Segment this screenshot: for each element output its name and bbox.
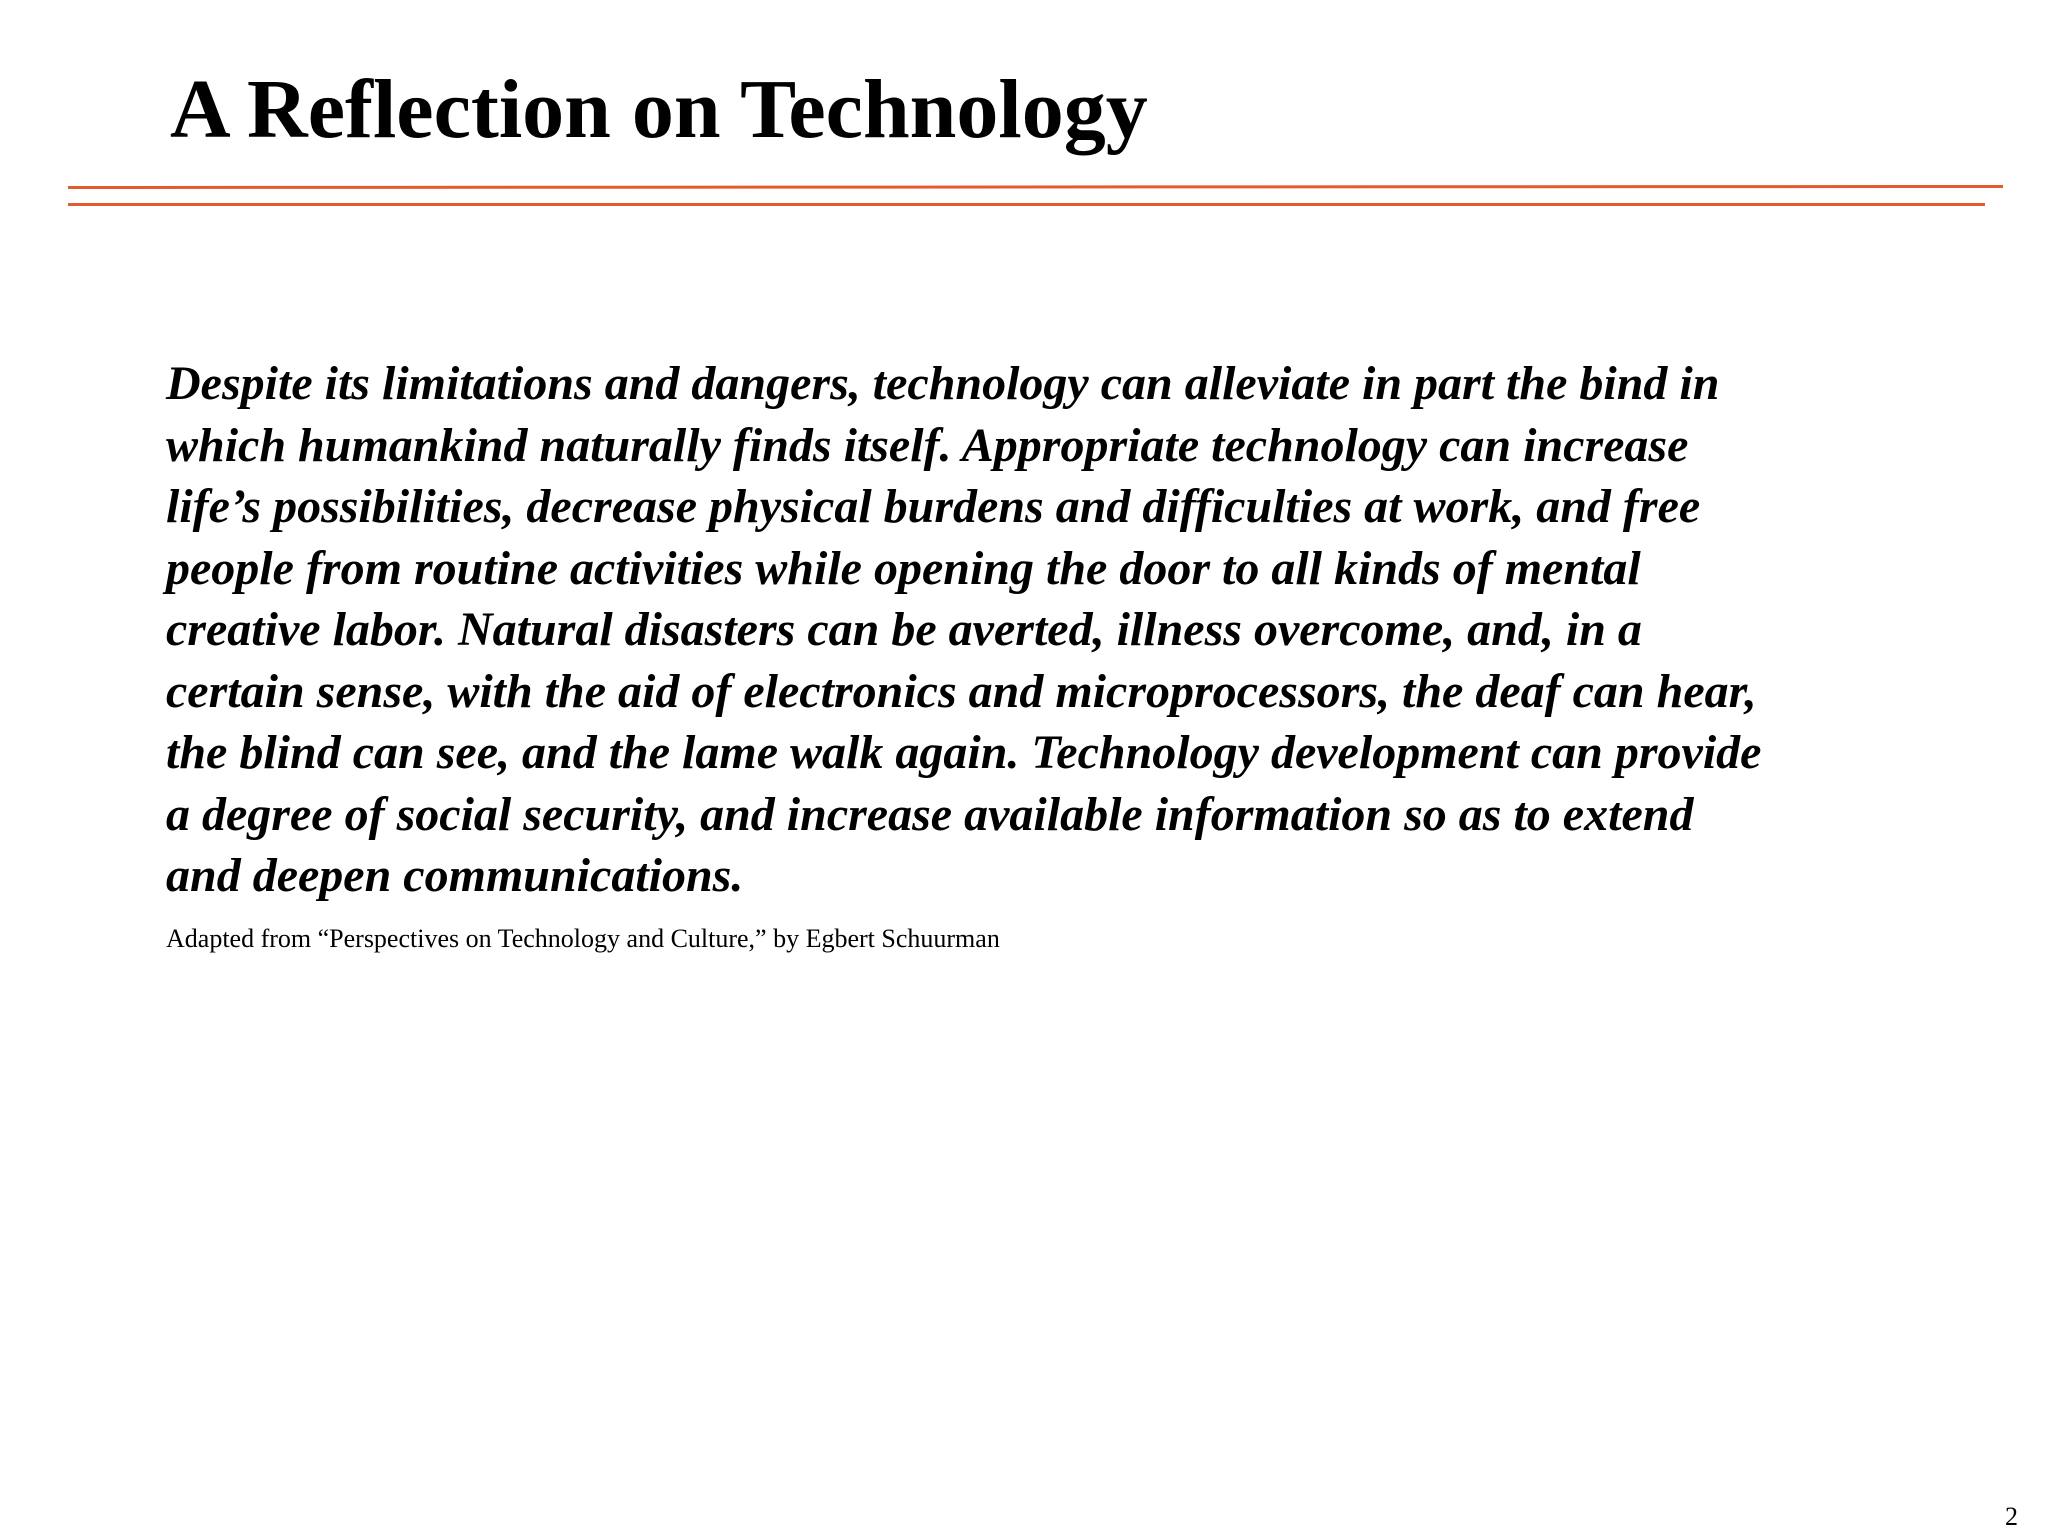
quote-line: the blind can see, and the lame walk again. Technology development can provide xyxy=(166,726,1762,779)
quote-line: creative labor. Natural disasters can be averted, illness overcome, and, in a xyxy=(166,603,1642,656)
quote-line: and deepen communications. xyxy=(166,849,744,902)
quote-line: Despite its limitations and dangers, technology can alleviate in part the bind in xyxy=(166,357,1720,410)
quote-attribution: Adapted from “Perspectives on Technology and Culture,” by Egbert Schuurman xyxy=(166,924,1000,953)
quote-line: people from routine activities while opening the door to all kinds of mental xyxy=(166,541,1641,595)
quote-line: certain sense, with the aid of electronics and microprocessors, the deaf can hear, xyxy=(166,664,1757,718)
page-number: 2 xyxy=(2005,1502,2018,1531)
quote-line: life’s possibilities, decrease physical burdens and difficulties at work, and free xyxy=(166,480,1701,533)
slide-title: A Reflection on Technology xyxy=(170,63,1148,156)
quote-line: which humankind naturally finds itself. Appropriate technology can increase xyxy=(166,418,1689,472)
title-divider-bottom xyxy=(68,203,1985,206)
quote-line: a degree of social security, and increase available information so as to extend xyxy=(166,787,1694,841)
quote-block xyxy=(166,353,1926,907)
title-divider-top xyxy=(68,185,2003,189)
